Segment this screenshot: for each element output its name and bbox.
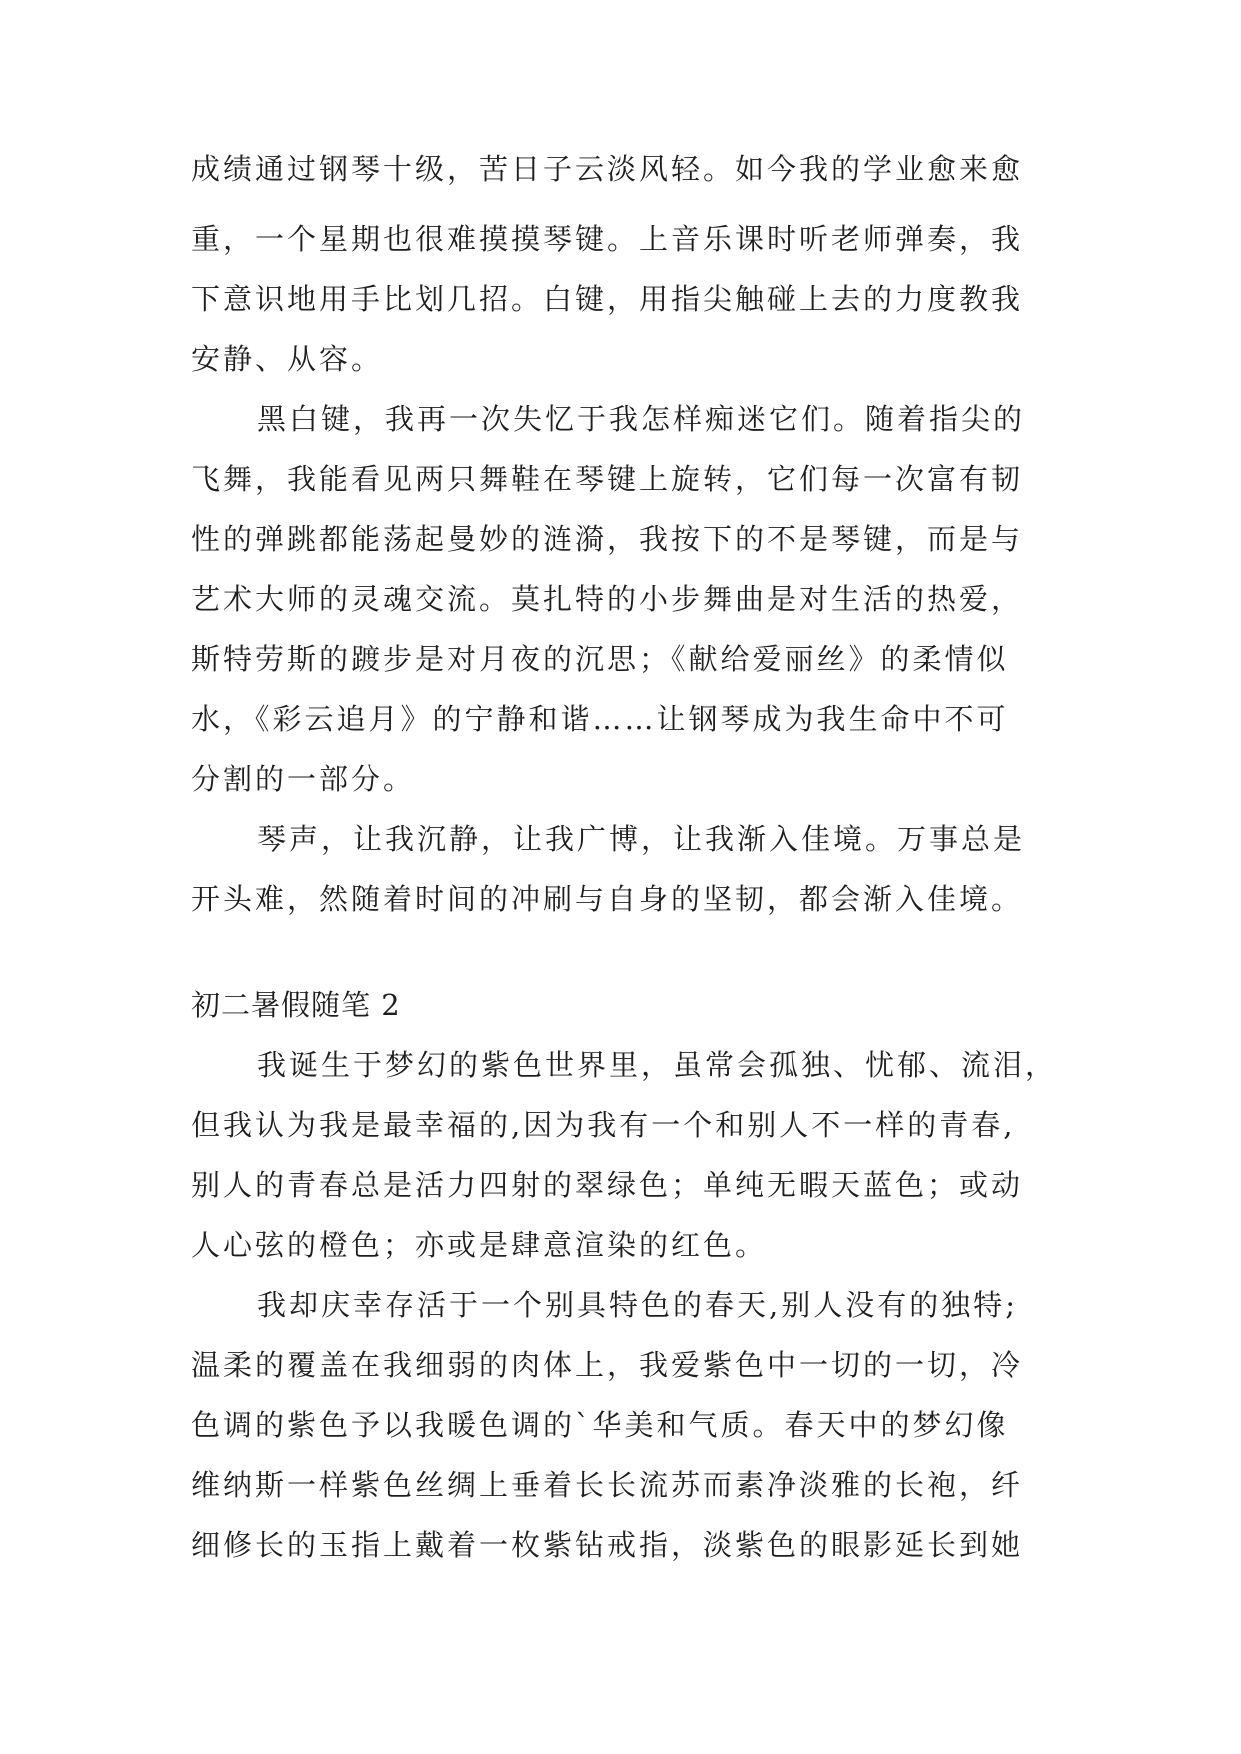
paragraph-line: 我诞生于梦幻的紫色世界里，虽常会孤独、忧郁、流泪， [257,1048,1058,1082]
paragraph-line: 色调的紫色予以我暖色调的`华美和气质。春天中的梦幻像 [191,1408,1009,1442]
paragraph-line: 细修长的玉指上戴着一枚紫钻戒指，淡紫色的眼影延长到她 [191,1528,1024,1562]
paragraph-line: 下意识地用手比划几招。白键，用指尖触碰上去的力度教我 [191,282,1024,316]
paragraph-line: 重，一个星期也很难摸摸琴键。上音乐课时听老师弹奏，我 [191,222,1024,256]
paragraph-line: 人心弦的橙色；亦或是肆意渲染的红色。 [191,1228,768,1262]
section-title: 初二暑假随笔 2 [191,988,401,1022]
paragraph-line: 分割的一部分。 [191,762,416,796]
paragraph-line: 性的弹跳都能荡起曼妙的涟漪，我按下的不是琴键，而是与 [191,522,1024,556]
paragraph-line: 维纳斯一样紫色丝绸上垂着长长流苏而素净淡雅的长袍，纤 [191,1468,1024,1502]
paragraph-line: 斯特劳斯的踱步是对月夜的沉思；《献给爱丽丝》的柔情似 [191,642,1009,676]
paragraph-line: 但我认为我是最幸福的,因为我有一个和别人不一样的青春, [191,1108,1016,1142]
paragraph-line: 飞舞，我能看见两只舞鞋在琴键上旋转，它们每一次富有韧 [191,462,1024,496]
paragraph-line: 温柔的覆盖在我细弱的肉体上，我爱紫色中一切的一切，冷 [191,1348,1024,1382]
paragraph-line: 别人的青春总是活力四射的翠绿色；单纯无暇天蓝色；或动 [191,1168,1024,1202]
paragraph-line: 艺术大师的灵魂交流。莫扎特的小步舞曲是对生活的热爱， [191,582,1024,616]
paragraph-line: 黑白键，我再一次失忆于我怎样痴迷它们。随着指尖的 [257,402,1026,436]
paragraph-line: 安静、从容。 [191,342,384,376]
paragraph-line: 琴声，让我沉静，让我广博，让我渐入佳境。万事总是 [257,822,1026,856]
paragraph-line: 水，《彩云追月》的宁静和谐……让钢琴成为我生命中不可 [191,702,1009,736]
paragraph-line: 我却庆幸存活于一个别具特色的春天,别人没有的独特; [257,1288,1018,1322]
paragraph-line: 开头难，然随着时间的冲刷与自身的坚韧，都会渐入佳境。 [191,882,1024,916]
paragraph-line: 成绩通过钢琴十级，苦日子云淡风轻。如今我的学业愈来愈 [191,152,1024,186]
